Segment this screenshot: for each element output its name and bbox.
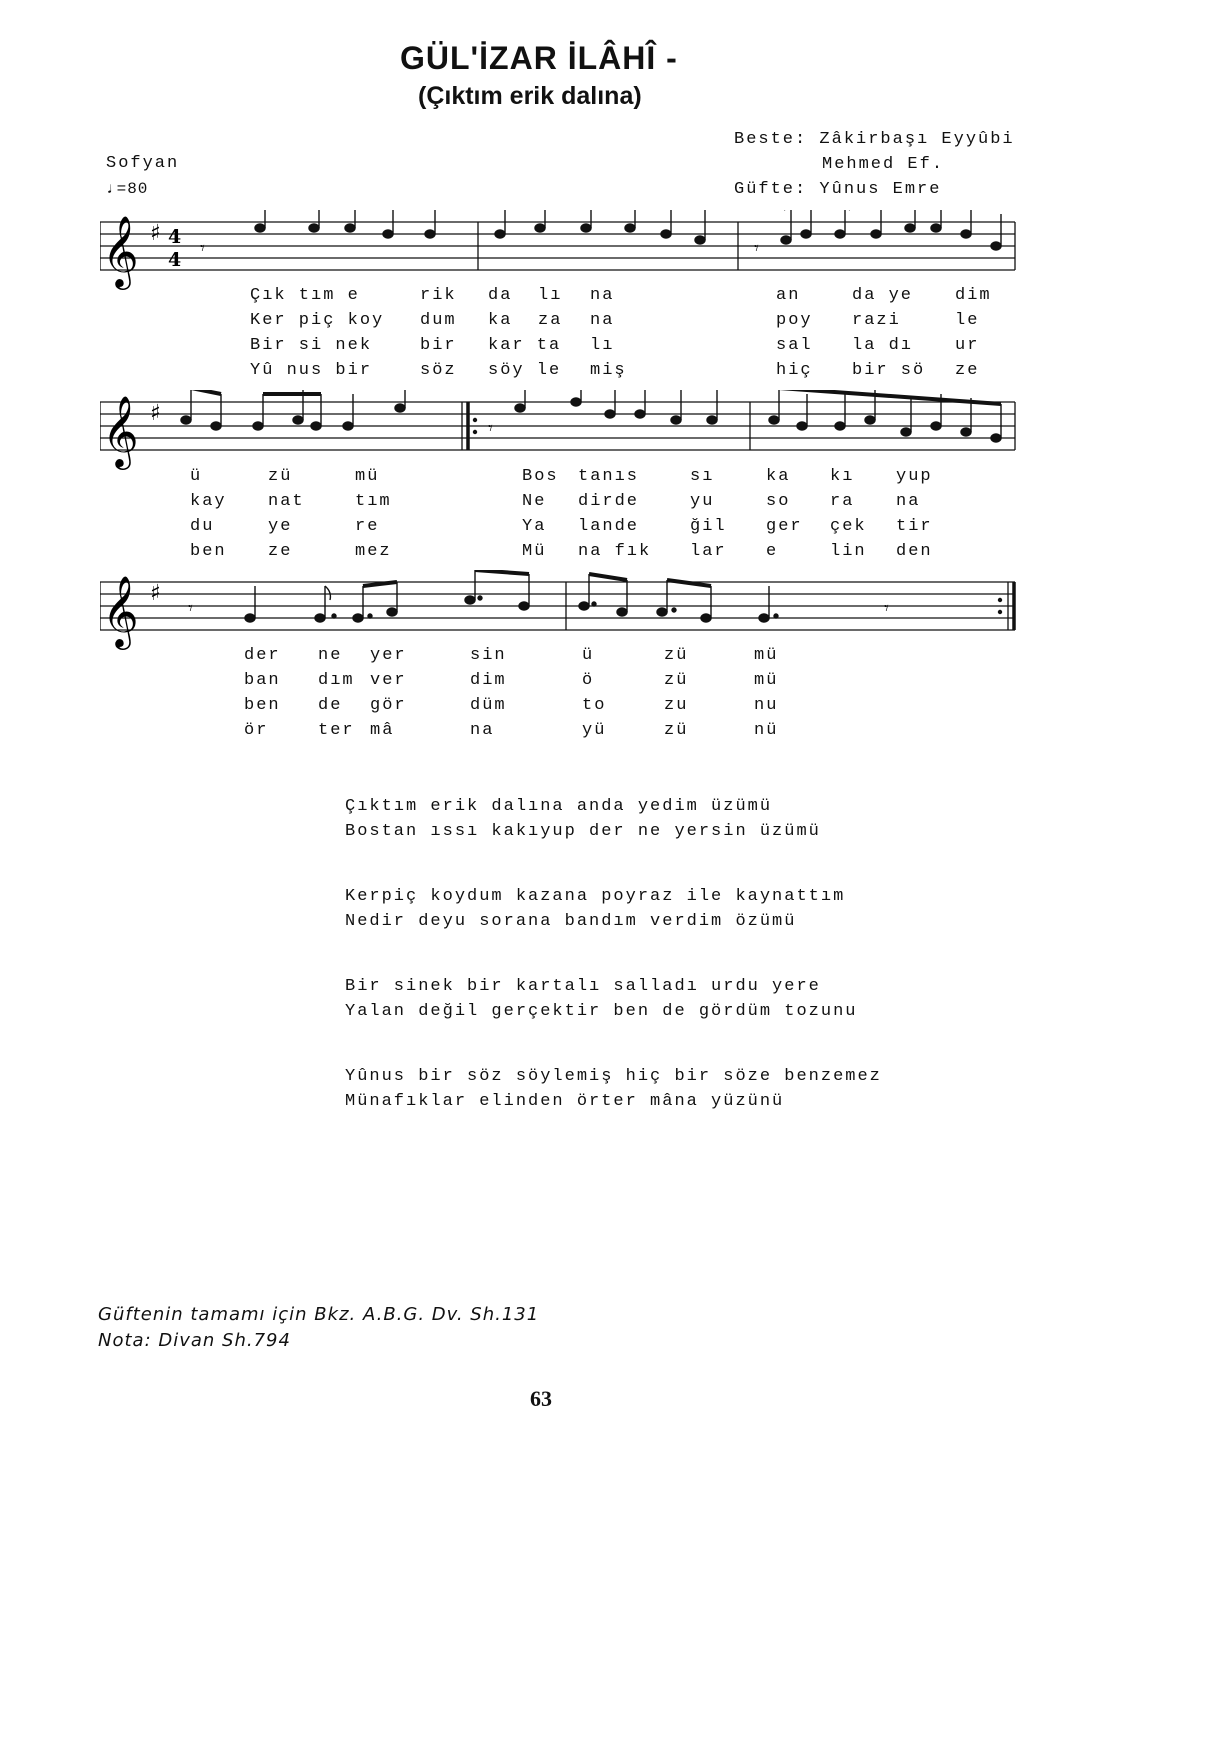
composer-line-1: Beste: Zâkirbaşı Eyyûbi xyxy=(734,130,1015,149)
page-title: GÜL'İZAR İLÂHÎ - xyxy=(400,40,678,76)
composer-line-2: Mehmed Ef. xyxy=(822,155,945,174)
verse-3-line-1: Bir sinek bir kartalı salladı urdu yere xyxy=(345,977,821,996)
svg-text:♯: ♯ xyxy=(150,581,161,606)
source-note-line-2: Nota: Divan Sh.794 xyxy=(98,1330,291,1351)
lyrics-s1-v2: Ker piç koy dum ka za na poy razi le xyxy=(250,311,980,330)
verse-2-line-2: Nedir deyu sorana bandım verdim özümü xyxy=(345,912,797,931)
svg-text:𝄾: 𝄾 xyxy=(754,238,759,259)
svg-text:𝄾: 𝄾 xyxy=(200,238,205,259)
lyrics-s2-v2: kay nat tım Ne dirde yu so ra na xyxy=(190,492,921,511)
verse-3-line-2: Yalan değil gerçektir ben de gördüm tozunu xyxy=(345,1002,858,1021)
lyrics-s1-v3: Bir si nek bir kar ta lı sal la dı ur xyxy=(250,336,980,355)
lyrics-s1-v4: Yû nus bir söz söy le miş hiç bir sö ze xyxy=(250,361,980,380)
page-number: 63 xyxy=(530,1386,552,1411)
svg-text:𝄾: 𝄾 xyxy=(488,418,493,439)
lyrics-s3-v4: ör ter mâ na yü zü nü xyxy=(244,721,779,740)
verse-4-line-2: Münafıklar elinden örter mâna yüzünü xyxy=(345,1092,785,1111)
lyrics-s3-v2: ban dım ver dim ö zü mü xyxy=(244,671,779,690)
treble-clef-icon: 𝄞 xyxy=(102,574,139,647)
svg-text:♯: ♯ xyxy=(150,221,161,246)
svg-text:𝄾: 𝄾 xyxy=(188,598,193,619)
verse-1-line-1: Çıktım erik dalına anda yedim üzümü xyxy=(345,797,773,816)
tempo-marking: ♩=80 xyxy=(106,180,149,198)
verse-1-line-2: Bostan ıssı kakıyup der ne yersin üzümü xyxy=(345,822,821,841)
lyrics-s2-v3: du ye re Ya lande ğil ger çek tir xyxy=(190,517,933,536)
source-note-line-1: Güftenin tamamı için Bkz. A.B.G. Dv. Sh.131 xyxy=(98,1304,540,1325)
lyrics-s3-v3: ben de gör düm to zu nu xyxy=(244,696,779,715)
treble-clef-icon: 𝄞 xyxy=(102,394,139,467)
svg-text:4: 4 xyxy=(168,226,182,248)
treble-clef-icon: 𝄞 xyxy=(102,214,139,287)
svg-text:𝄾: 𝄾 xyxy=(884,598,889,619)
lyrics-s1-v1: Çık tım e rik da lı na an da ye dim xyxy=(250,286,992,305)
verse-4-line-1: Yûnus bir söz söylemiş hiç bir söze benzemez xyxy=(345,1067,882,1086)
lyrics-s2-v4: ben ze mez Mü na fık lar e lin den xyxy=(190,542,933,561)
page-subtitle: (Çıktım erik dalına) xyxy=(418,82,642,110)
makam-label: Sofyan xyxy=(106,154,180,173)
lyrics-s3-v1: der ne yer sin ü zü mü xyxy=(244,646,779,665)
svg-text:♯: ♯ xyxy=(150,401,161,426)
lyrics-s2-v1: ü zü mü Bos tanıs sı ka kı yup xyxy=(190,467,933,486)
verse-2-line-1: Kerpiç koydum kazana poyraz ile kaynattım xyxy=(345,887,846,906)
svg-text:4: 4 xyxy=(168,249,182,271)
lyricist-line: Güfte: Yûnus Emre xyxy=(734,180,942,199)
